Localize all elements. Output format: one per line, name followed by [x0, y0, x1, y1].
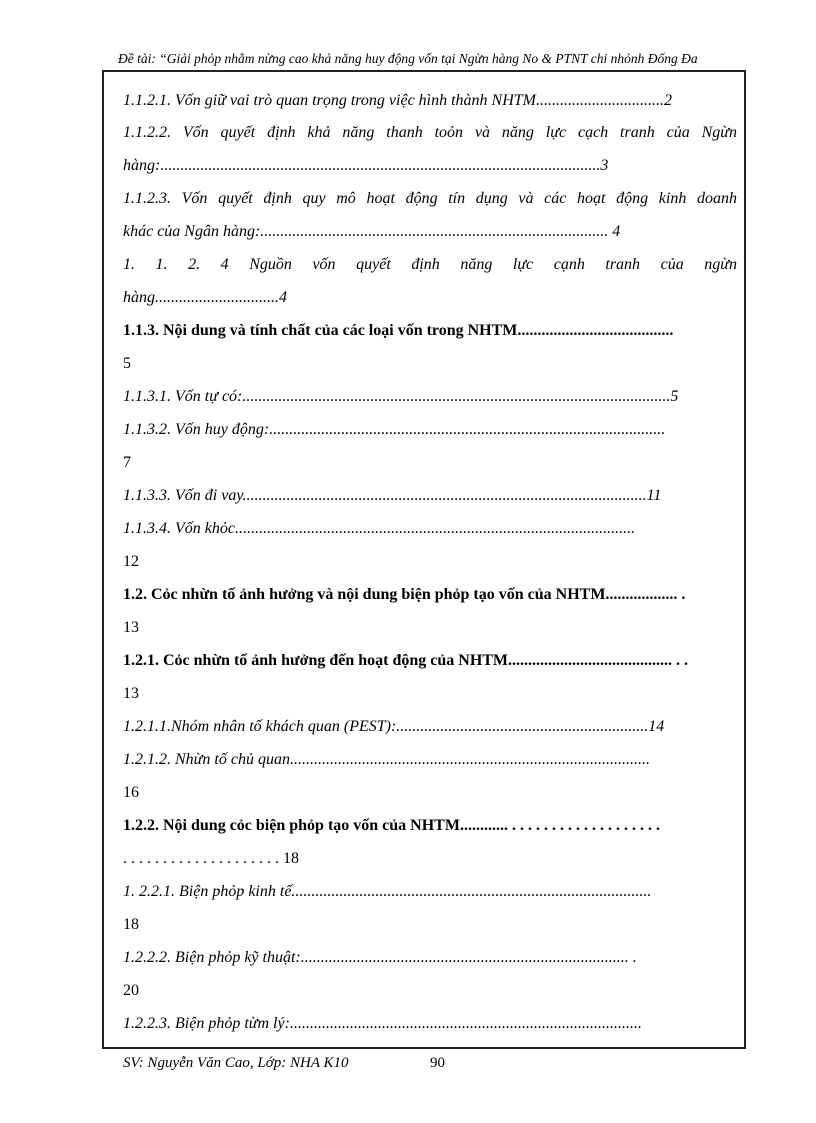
toc-line: 1.1.2.3. Vốn quyết định quy mô hoạt động tín dụng và các hoạt động kinh doanh — [123, 190, 737, 207]
toc-line: hàng...............................4 — [123, 289, 287, 306]
toc-line: 1. 2.2.1. Biện phỏp kinh tế.......................................................................................... — [123, 883, 652, 900]
toc-line: 1.1.3. Nội dung và tính chất của các loại vốn trong NHTM....................................... — [123, 322, 674, 339]
toc-line: 5 — [123, 355, 131, 372]
toc-line: 1.1.3.1. Vốn tự có:...........................................................................................................5 — [123, 388, 679, 405]
toc-line: 1.2.1.1.Nhóm nhân tố khách quan (PEST):...............................................................14 — [123, 718, 665, 735]
toc-line: 1.2.2.3. Biện phỏp từm lý:........................................................................................ — [123, 1015, 642, 1032]
page-number: 90 — [430, 1055, 445, 1071]
toc-line: 1.2.1.2. Nhừn tố chủ quan.......................................................................................... — [123, 751, 650, 768]
toc-line: . . . . . . . . . . . . . . . . . . . . 18 — [123, 850, 299, 867]
toc-line: 1.1.2.1. Vốn giữ vai trò quan trọng trong việc hình thành NHTM................................2 — [123, 92, 673, 109]
toc-line: 1.1.3.2. Vốn huy động:................................................................................................... — [123, 421, 666, 438]
toc-line: hàng:..............................................................................................................3 — [123, 157, 609, 174]
toc-line: 13 — [123, 619, 139, 636]
toc-line: 1. 1. 2. 4 Nguồn vốn quyết định năng lực cạnh tranh của ngừn — [123, 256, 737, 273]
toc-line: 1.2.1. Cỏc nhừn tố ảnh hưởng đến hoạt động của NHTM......................................... . . — [123, 652, 689, 669]
toc-line: 1.1.2.2. Vốn quyết định khả năng thanh toỏn và năng lực cạch tranh của Ngừn — [123, 124, 737, 141]
toc-line: 12 — [123, 553, 139, 570]
page-header: Đề tài: “Giải phỏp nhằm nừng cao khả năng huy động vốn tại Ngừn hàng No & PTNT chi nhỏnh Đống Đa — [118, 51, 698, 66]
toc-line: 20 — [123, 982, 139, 999]
toc-line: 13 — [123, 685, 139, 702]
footer-author: SV: Nguyễn Văn Cao, Lớp: NHA K10 — [123, 1055, 349, 1071]
toc-line: 1.1.3.4. Vốn khỏc.................................................................................................... — [123, 520, 635, 537]
toc-line: khác của Ngân hàng:....................................................................................... 4 — [123, 223, 621, 240]
toc-line: 7 — [123, 454, 131, 471]
toc-line: 1.2. Cỏc nhừn tố ảnh hưởng và nội dung biện phỏp tạo vốn của NHTM.................. . — [123, 586, 686, 603]
toc-line: 1.1.3.3. Vốn đi vay.....................................................................................................11 — [123, 487, 662, 504]
toc-line: 1.2.2.2. Biện phỏp kỹ thuật:.................................................................................. . — [123, 949, 637, 966]
toc-line: 1.2.2. Nội dung cỏc biện phỏp tạo vốn của NHTM............ . . . . . . . . . . . . . . . . . . . — [123, 817, 660, 834]
toc-line: 18 — [123, 916, 139, 933]
toc-line: 16 — [123, 784, 139, 801]
